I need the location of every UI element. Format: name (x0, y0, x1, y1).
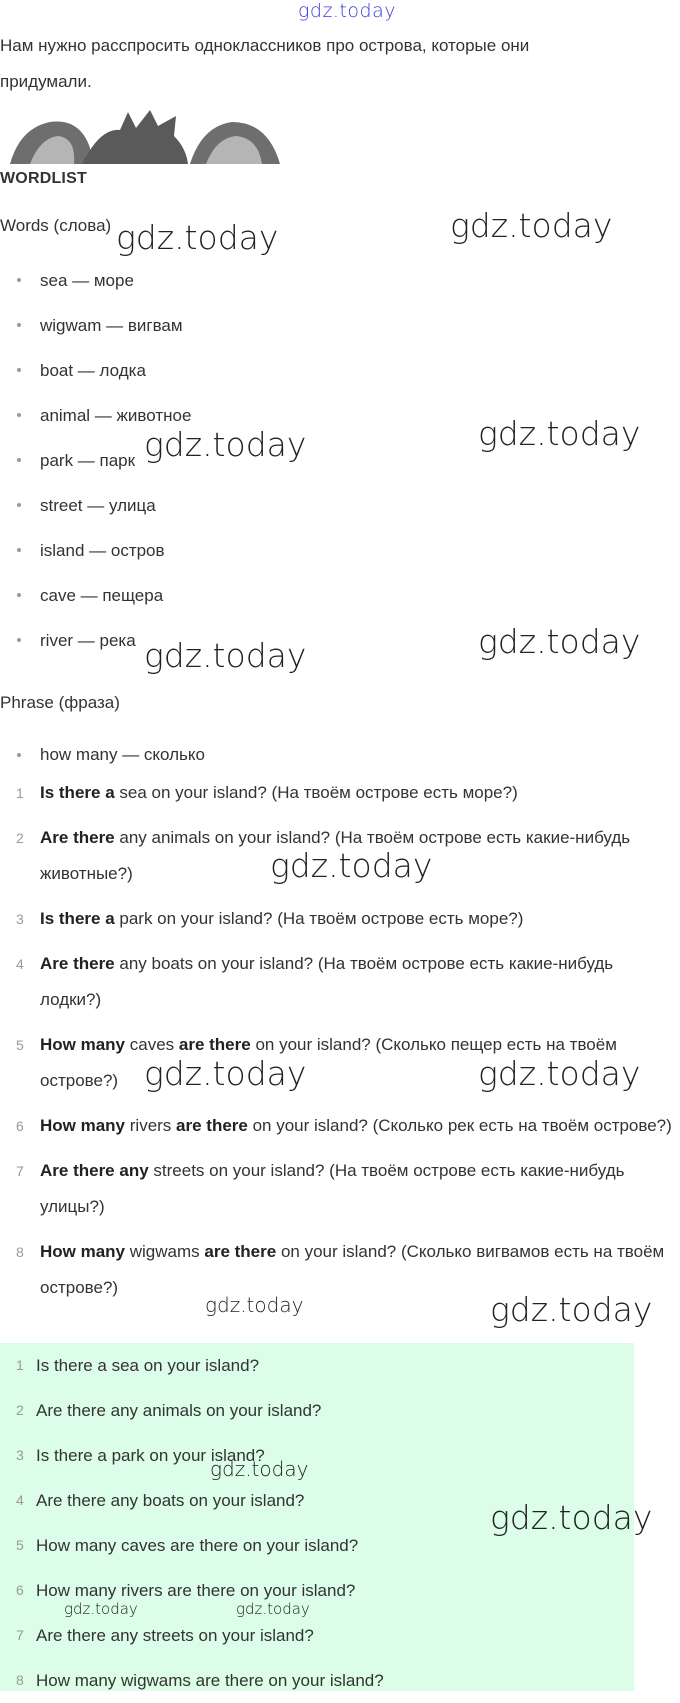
watermark: gdz.today (478, 1054, 641, 1093)
answer-item (0, 1433, 634, 1478)
phrase-bold: are there (176, 1116, 248, 1135)
list-item (0, 303, 680, 348)
list-item (0, 618, 680, 663)
answer-item (0, 1343, 634, 1388)
phrase-bold: are there (178, 1035, 251, 1054)
answer-text: Are there any boats on your island? (36, 1491, 305, 1510)
answer-text: How many wigwams are there on your island? (36, 1671, 384, 1690)
phrase-item (0, 1153, 680, 1225)
word-entry: animal — животное (40, 406, 192, 425)
word-entry: park — парк (40, 451, 136, 470)
bullet-icon (17, 638, 21, 642)
answer-item (0, 1658, 634, 1703)
item-number: 6 (16, 1582, 24, 1598)
phrase-text: caves (125, 1035, 179, 1054)
word-entry: sea — море (40, 271, 134, 290)
phrase-text: on your island? (Сколько рек есть на твоём острове?) (247, 1116, 672, 1135)
answer-item (0, 1388, 634, 1433)
phrase-bold: How many (40, 1116, 126, 1135)
words-list (0, 258, 680, 663)
item-number: 2 (16, 830, 24, 846)
watermark: gdz.today (205, 1293, 304, 1317)
phrase-bold: Are there (40, 954, 115, 973)
phrase-bold: are there (204, 1242, 277, 1261)
watermark: gdz.today (270, 846, 433, 885)
phrase-bold: Are there any (40, 1161, 149, 1180)
item-number: 1 (16, 1357, 24, 1373)
item-number: 4 (16, 956, 24, 972)
item-number: 3 (16, 1447, 24, 1463)
bullet-icon (17, 458, 21, 462)
words-heading: Words (слова) (0, 216, 112, 235)
answer-item (0, 1478, 634, 1523)
watermark: gdz.today (490, 1498, 653, 1537)
item-number: 8 (16, 1672, 24, 1688)
answers-list (0, 1343, 634, 1703)
phrase-text: sea on your island? (На твоём острове есть море?) (114, 783, 518, 802)
phrase-bullet: how many — сколько (40, 745, 205, 764)
phrase-bold: Are there (40, 828, 115, 847)
word-entry: street — улица (40, 496, 156, 515)
answer-text: How many rivers are there on your island? (36, 1581, 356, 1600)
list-item (0, 393, 680, 438)
phrase-item (0, 1027, 680, 1099)
item-number: 3 (16, 911, 24, 927)
phrase-bold: Is there a (40, 783, 115, 802)
list-item (0, 573, 680, 618)
phrase-text: rivers (125, 1116, 177, 1135)
bullet-icon (17, 753, 21, 757)
word-entry: river — река (40, 631, 136, 650)
item-number: 8 (16, 1244, 24, 1260)
list-item (0, 438, 680, 483)
phrase-item (0, 901, 680, 937)
phrase-text: any boats on your island? (На твоём острове есть какие-нибудь лодки?) (40, 954, 614, 1009)
bullet-icon (17, 323, 21, 327)
bullet-icon (17, 548, 21, 552)
item-number: 4 (16, 1492, 24, 1508)
word-entry: island — остров (40, 541, 165, 560)
answer-text: How many caves are there on your island? (36, 1536, 359, 1555)
bullet-icon (17, 278, 21, 282)
watermark: gdz.today (210, 1457, 309, 1481)
phrase-bold: How many (40, 1242, 126, 1261)
answer-text: Is there a sea on your island? (36, 1356, 260, 1375)
bullet-icon (17, 413, 21, 417)
answer-item (0, 1568, 634, 1613)
phrase-bullet-list (0, 735, 680, 775)
answer-text: Is there a park on your island? (36, 1446, 265, 1465)
list-item (0, 528, 680, 573)
phrase-item (0, 820, 680, 892)
list-item (0, 348, 680, 393)
item-number: 5 (16, 1537, 24, 1553)
item-number: 1 (16, 785, 24, 801)
watermark: gdz.today (490, 1290, 653, 1329)
answer-item (0, 1523, 634, 1568)
item-number: 7 (16, 1627, 24, 1643)
phrase-heading: Phrase (фраза) (0, 693, 120, 712)
phrase-text: wigwams (125, 1242, 205, 1261)
bullet-icon (17, 503, 21, 507)
answer-text: Are there any animals on your island? (36, 1401, 322, 1420)
watermark: gdz.today (144, 636, 307, 675)
watermark: gdz.today (144, 425, 307, 464)
phrase-item (0, 1108, 680, 1144)
phrase-text: streets on your island? (На твоём острове есть какие-нибудь улицы?) (40, 1161, 625, 1216)
phrase-item (0, 775, 680, 811)
phrase-bold: How many (40, 1035, 126, 1054)
answer-item (0, 1613, 634, 1658)
watermark: gdz.today (298, 0, 396, 22)
phrase-text: on your island? (Сколько пещер есть на твоём острове?) (40, 1035, 617, 1090)
word-entry: cave — пещера (40, 586, 164, 605)
watermark: gdz.today (116, 218, 279, 257)
phrases-list (0, 775, 680, 1315)
phrase-text: any animals on your island? (На твоём острове есть какие-нибудь животные?) (40, 828, 631, 883)
answer-box (0, 1343, 634, 1691)
bullet-icon (17, 368, 21, 372)
phrase-bold: Is there a (40, 909, 115, 928)
watermark: gdz.today (478, 622, 641, 661)
phrase-text: park on your island? (На твоём острове есть море?) (114, 909, 524, 928)
wordlist-heading: WORDLIST (0, 170, 87, 187)
word-entry: wigwam — вигвам (40, 316, 183, 335)
list-item (0, 483, 680, 528)
phrase-item (0, 1234, 680, 1306)
watermark: gdz.today (144, 1054, 307, 1093)
item-number: 6 (16, 1118, 24, 1134)
phrase-item (0, 946, 680, 1018)
list-item (0, 735, 680, 775)
item-number: 7 (16, 1163, 24, 1179)
item-number: 2 (16, 1402, 24, 1418)
item-number: 5 (16, 1037, 24, 1053)
phrase-text: on your island? (Сколько вигвамов есть на твоём острове?) (40, 1242, 665, 1297)
bullet-icon (17, 593, 21, 597)
watermark: gdz.today (450, 206, 613, 245)
answer-text: Are there any streets on your island? (36, 1626, 314, 1645)
watermark: gdz.today (478, 414, 641, 453)
watermark: gdz.today (236, 1600, 310, 1618)
watermark: gdz.today (64, 1600, 138, 1618)
intro-text: Нам нужно расспросить одноклассников про острова, которые они придумали. (0, 36, 530, 91)
list-item (0, 258, 680, 303)
word-entry: boat — лодка (40, 361, 146, 380)
animal-ears-illustration (10, 108, 280, 164)
